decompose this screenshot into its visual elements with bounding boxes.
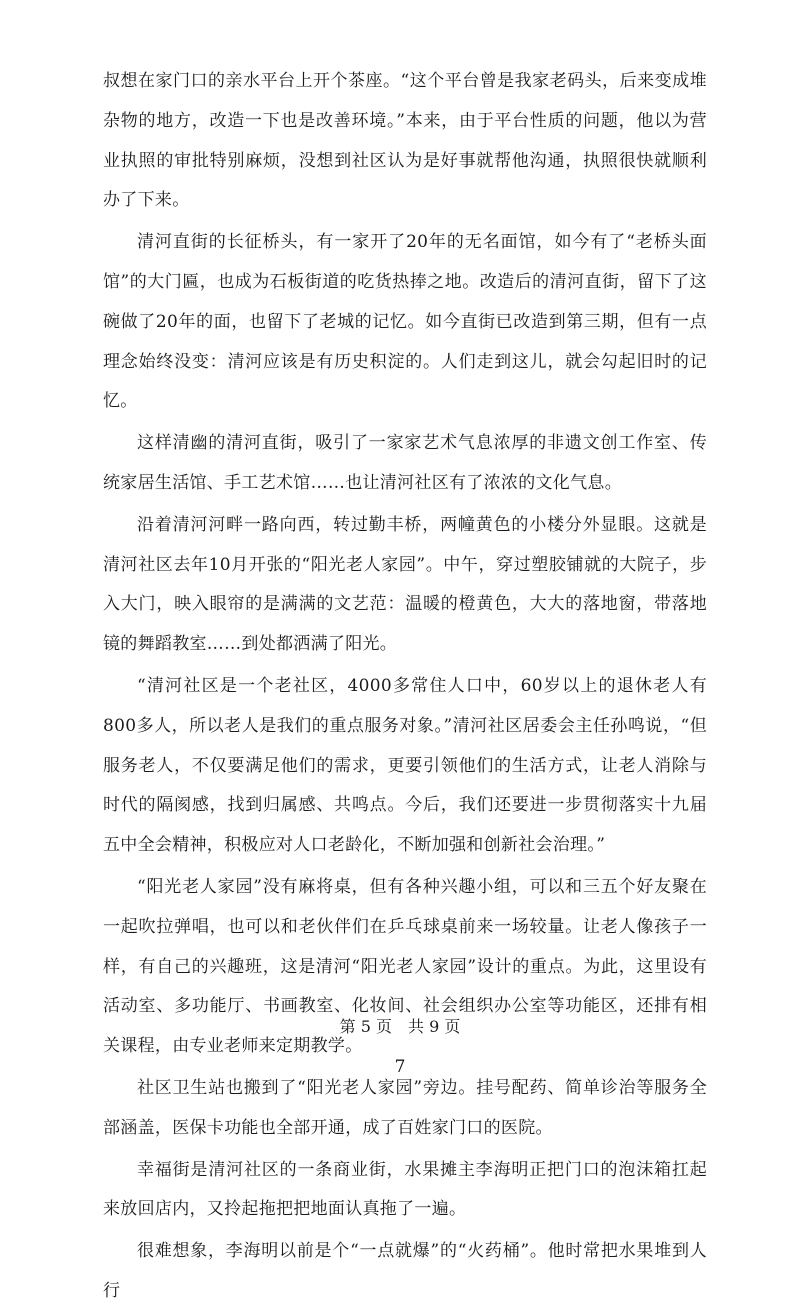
paragraph: “阳光老人家园”没有麻将桌，但有各种兴趣小组，可以和三五个好友聚在一起吹拉弹唱，也可以和老伙伴们在乒乓球桌前来一场较量。让老人像孩子一样，有自己的兴趣班，这是清河“阳光老人家园”设计的重点。为此，这里设有活动室、多功能厅、书画教室、化妆间、社会组织办公室等功能区，还排有相关课程，由专业老师来定期教学。 (103, 876, 707, 1057)
paragraph: 叔想在家门口的亲水平台上开个茶座。“这个平台曾是我家老码头，后来变成堆杂物的地方，改造一下也是改善环境。”本来，由于平台性质的问题，他以为营业执照的审批特别麻烦，没想到社区认为是好事就帮他沟通，执照很快就顺利办了下来。 (103, 71, 707, 211)
paragraph: 这样清幽的清河直街，吸引了一家家艺术气息浓厚的非遗文创工作室、传统家居生活馆、手工艺术馆……也让清河社区有了浓浓的文化气息。 (103, 433, 707, 493)
page-info-footer: 第 5 页 共 9 页 (339, 1017, 461, 1036)
paragraph: 幸福街是清河社区的一条商业街，水果摊主李海明正把门口的泡沫箱扛起来放回店内，又拎起拖把把地面认真拖了一遍。 (103, 1159, 707, 1220)
paragraph: 清河直街的长征桥头，有一家开了20年的无名面馆，如今有了“老桥头面馆”的大门匾，也成为石板街道的吃货热捧之地。改造后的清河直街，留下了这碗做了20年的面，也留下了老城的记忆。如今直街已改造到第三期，但有一点理念始终没变：清河应该是有历史积淀的。人们走到这儿，就会勾起旧时的记忆。 (103, 232, 707, 412)
paragraph: “清河社区是一个老社区，4000多常住人口中，60岁以上的退休老人有800多人，所以老人是我们的重点服务对象。”清河社区居委会主任孙鸣说，“但服务老人，不仅要满足他们的需求，更要引领他们的生活方式，让老人消除与时代的隔阂感，找到归属感、共鸣点。今后，我们还要进一步贯彻落实十九届五中全会精神，积极应对人口老龄化，不断加强和创新社会治理。” (103, 675, 707, 856)
page-number: 7 (394, 1057, 406, 1077)
paragraph: 沿着清河河畔一路向西，转过勤丰桥，两幢黄色的小楼分外显眼。这就是清河社区去年10月开张的“阳光老人家园”。中午，穿过塑胶铺就的大院子，步入大门，映入眼帘的是满满的文艺范：温暖的橙黄色，大大的落地窗，带落地镜的舞蹈教室……到处都洒满了阳光。 (103, 514, 707, 655)
article-body (103, 62, 707, 1314)
paragraph: 很难想象，李海明以前是个“一点就爆”的“火药桶”。他时常把水果堆到人行 (103, 1241, 707, 1301)
paragraph: 社区卫生站也搬到了“阳光老人家园”旁边。挂号配药、简单诊治等服务全部涵盖，医保卡功能也全部开通，成了百姓家门口的医院。 (103, 1077, 707, 1138)
